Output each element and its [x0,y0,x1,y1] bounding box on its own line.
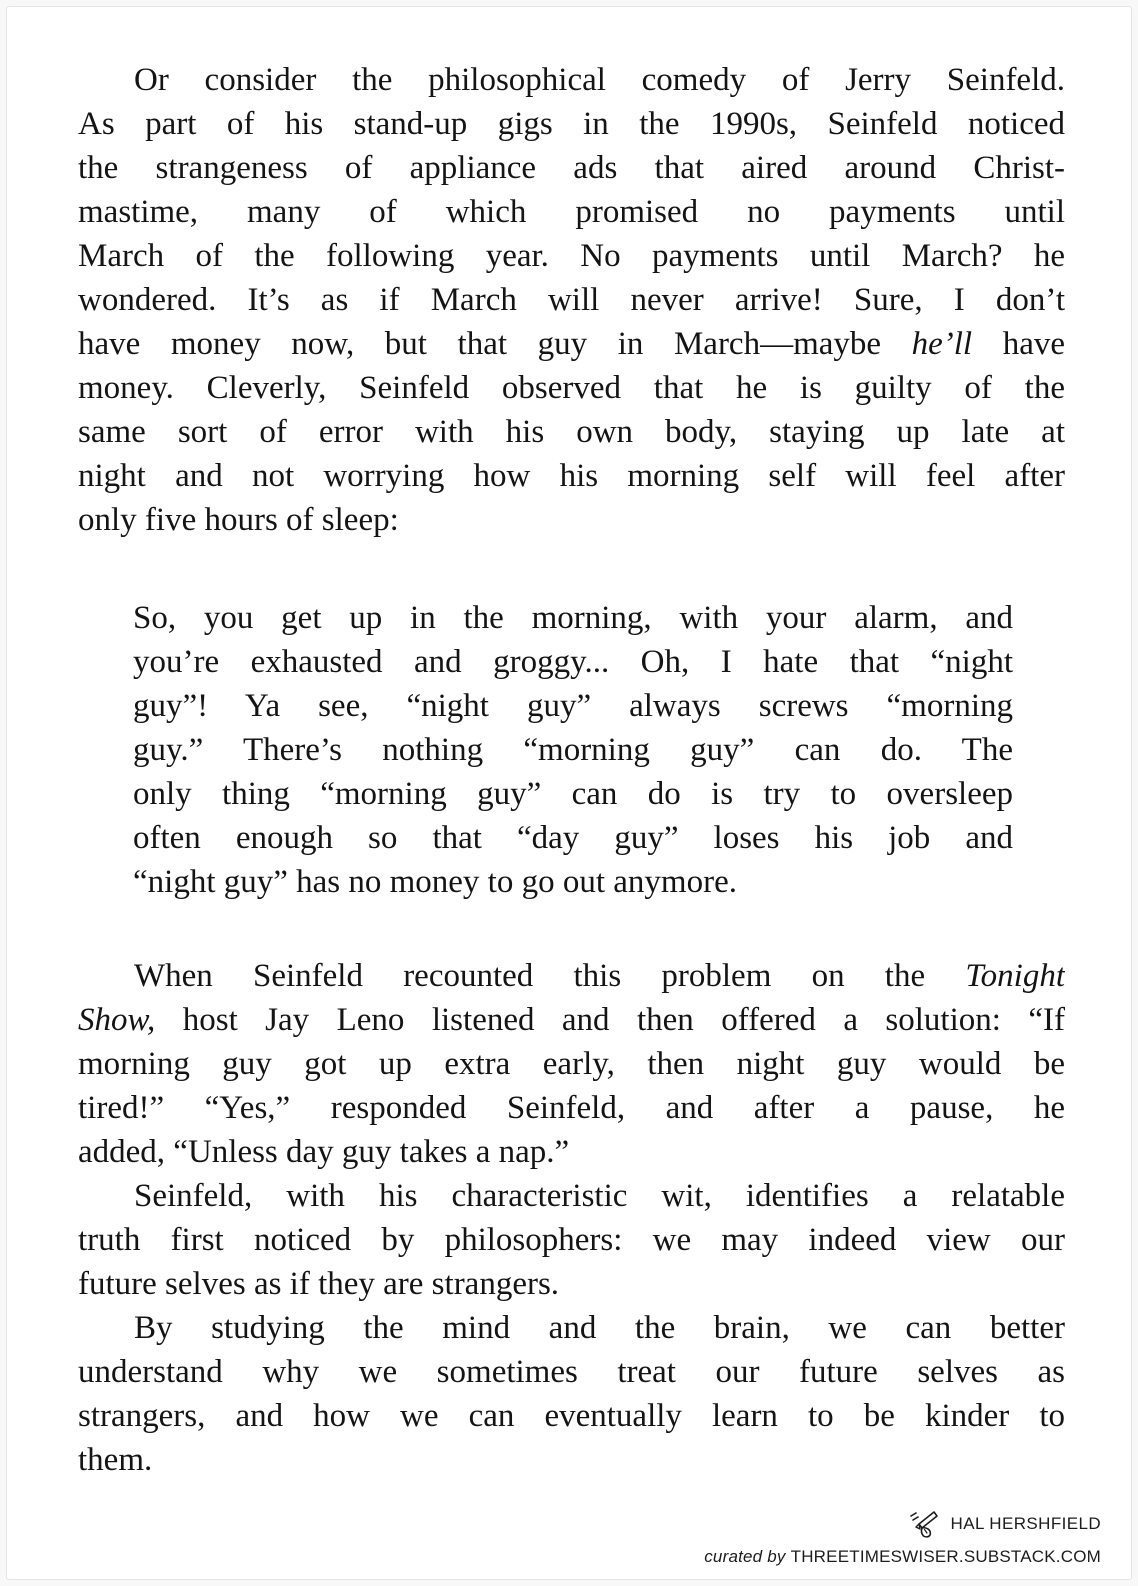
text-segment: Or consider the philosophical comedy of Jerry Seinfeld. [134,62,1065,98]
text-segment: money. Cleverly, Seinfeld observed that he is guilty of the [78,370,1065,406]
paragraph [78,1174,1065,1306]
italic-text: Show, [78,1002,156,1038]
text-segment: only five hours of sleep: [78,502,399,538]
author-name: HAL HERSHFIELD [950,1514,1101,1533]
text-line [78,1130,1065,1174]
text-segment: “night guy” has no money to go out anymore. [133,864,737,900]
curator-site: THREETIMESWISER.SUBSTACK.COM [790,1547,1101,1566]
text-line [78,1086,1065,1130]
text-segment: only thing “morning guy” can do is try to oversleep [133,776,1013,812]
text-line [78,998,1065,1042]
blockquote [78,596,1065,904]
text-line [78,1394,1065,1438]
text-segment: added, “Unless day guy takes a nap.” [78,1134,570,1170]
text-line [78,410,1065,454]
text-segment: By studying the mind and the brain, we can better [134,1310,1065,1346]
text-line [133,860,1013,904]
text-segment: strangers, and how we can eventually learn to be kinder to [78,1398,1065,1434]
text-segment: Seinfeld, with his characteristic wit, identifies a relatable [134,1178,1065,1214]
text-line [78,1306,1065,1350]
text-segment: have [972,326,1065,362]
text-line [133,728,1013,772]
text-line [78,278,1065,322]
text-line [78,234,1065,278]
text-line [78,190,1065,234]
paragraph [78,1306,1065,1482]
text-line [78,954,1065,998]
text-line [78,322,1065,366]
paragraph [78,954,1065,1174]
text-line [78,58,1065,102]
text-segment: them. [78,1442,153,1478]
text-segment: host Jay Leno listened and then offered a solution: “If [155,1002,1065,1038]
paragraph [78,58,1065,542]
text-line [78,366,1065,410]
text-line [78,1350,1065,1394]
text-line [133,596,1013,640]
text-segment: night and not worrying how his morning self will feel after [78,458,1065,494]
text-line [78,454,1065,498]
text-line [133,772,1013,816]
text-line [78,498,1065,542]
text-segment: guy”! Ya see, “night guy” always screws “morning [133,688,1013,724]
text-line [78,1438,1065,1482]
text-line [78,1262,1065,1306]
text-line [133,684,1013,728]
text-segment: So, you get up in the morning, with your alarm, and [133,600,1013,636]
text-segment: When Seinfeld recounted this problem on the [134,958,966,994]
text-segment: truth first noticed by philosophers: we may indeed view our [78,1222,1065,1258]
text-line [78,1042,1065,1086]
text-segment: guy.” There’s nothing “morning guy” can do. The [133,732,1013,768]
text-segment: have money now, but that guy in March—maybe [78,326,912,362]
text-line [78,102,1065,146]
text-segment: mastime, many of which promised no payments until [78,194,1065,230]
text-line [78,1174,1065,1218]
text-segment: tired!” “Yes,” responded Seinfeld, and after a pause, he [78,1090,1065,1126]
text-segment: often enough so that “day guy” loses his job and [133,820,1013,856]
text-segment: same sort of error with his own body, staying up late at [78,414,1065,450]
author-credit-line [704,1510,1101,1538]
curated-by-label: curated by [704,1547,786,1566]
text-line [78,1218,1065,1262]
writing-hand-icon [909,1510,941,1538]
text-segment: understand why we sometimes treat our future selves as [78,1354,1065,1390]
text-segment: the strangeness of appliance ads that aired around Christ- [78,150,1065,186]
text-segment: future selves as if they are strangers. [78,1266,560,1302]
text-segment: As part of his stand-up gigs in the 1990s, Seinfeld noticed [78,106,1065,142]
text-segment: you’re exhausted and groggy... Oh, I hate that “night [133,644,1013,680]
curator-credit-line [704,1547,1101,1567]
italic-text: he’ll [911,326,973,362]
italic-text: Tonight [965,958,1065,994]
text-segment: March of the following year. No payments until March? he [78,238,1065,274]
text-line [133,816,1013,860]
document-page [6,6,1132,1580]
text-line [133,640,1013,684]
text-line [78,146,1065,190]
article-text [7,7,1131,1482]
footer-credits [704,1510,1101,1567]
text-segment: wondered. It’s as if March will never arrive! Sure, I don’t [78,282,1065,318]
text-segment: morning guy got up extra early, then night guy would be [78,1046,1065,1082]
